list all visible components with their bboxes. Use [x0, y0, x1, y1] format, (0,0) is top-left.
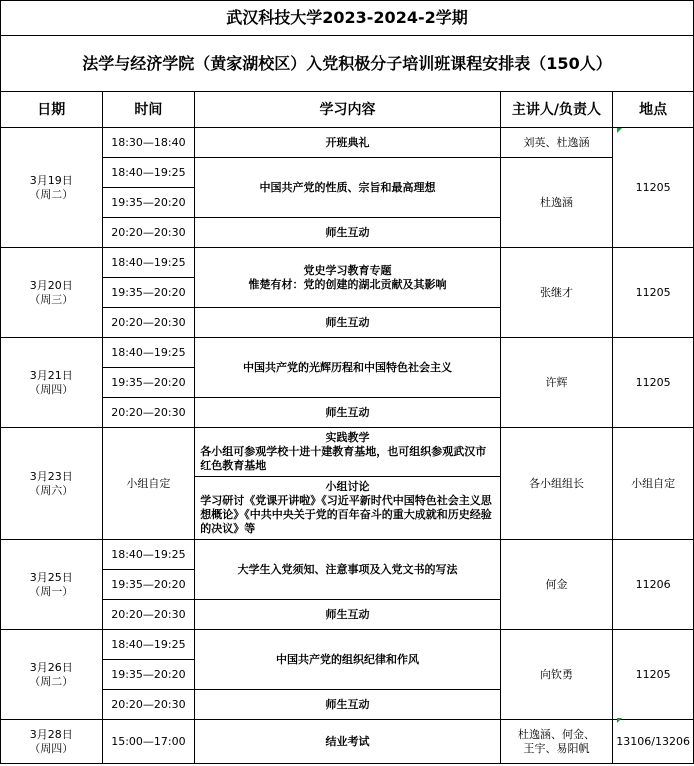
- lecturer-cell: 杜逸涵、何金、 王宇、易阳帆: [500, 720, 613, 764]
- location-cell: 11206: [613, 540, 694, 630]
- cell-comment-marker: [617, 718, 622, 723]
- lecturer-cell: 何金: [500, 540, 613, 630]
- lecturer-cell: 张继才: [500, 248, 613, 338]
- lecturer-cell: 许辉: [500, 338, 613, 428]
- time-cell: 20:20—20:30: [102, 600, 195, 630]
- time-cell: 18:40—19:25: [102, 158, 195, 188]
- date-cell: 3月19日 （周二）: [1, 128, 103, 248]
- content-cell: 结业考试: [195, 720, 500, 764]
- time-cell: 18:40—19:25: [102, 540, 195, 570]
- date-cell: 3月25日 （周一）: [1, 540, 103, 630]
- location-cell: 11205: [613, 128, 694, 248]
- page-title: 法学与经济学院（黄家湖校区）入党积极分子培训班课程安排表（150人）: [1, 36, 694, 92]
- time-cell: 19:35—20:20: [102, 188, 195, 218]
- date-cell: 3月23日 （周六）: [1, 428, 103, 540]
- group-discussion-cell: 小组讨论 学习研讨《党课开讲啦》《习近平新时代中国特色社会主义思想概论》《中共中央关于党的百年奋斗的重大成就和历史经验的决议》等: [195, 477, 500, 540]
- time-cell: 20:20—20:30: [102, 690, 195, 720]
- header-content: 学习内容: [195, 92, 500, 128]
- lecturer-cell: 各小组组长: [500, 428, 613, 540]
- lecturer-cell: 向钦勇: [500, 630, 613, 720]
- date-cell: 3月21日 （周四）: [1, 338, 103, 428]
- content-cell: 师生互动: [195, 690, 500, 720]
- time-cell: 20:20—20:30: [102, 218, 195, 248]
- time-cell: 19:35—20:20: [102, 570, 195, 600]
- time-cell: 19:35—20:20: [102, 278, 195, 308]
- content-cell: 师生互动: [195, 398, 500, 428]
- date-cell: 3月20日 （周三）: [1, 248, 103, 338]
- time-cell: 15:00—17:00: [102, 720, 195, 764]
- lecturer-cell: 刘英、杜逸涵: [500, 128, 613, 158]
- time-cell: 18:30—18:40: [102, 128, 195, 158]
- school-term-title: 武汉科技大学2023-2024-2学期: [1, 1, 694, 36]
- content-cell: 师生互动: [195, 308, 500, 338]
- lecturer-cell: 杜逸涵: [500, 158, 613, 248]
- location-cell: 11205: [613, 248, 694, 338]
- header-location: 地点: [613, 92, 694, 128]
- content-cell: 师生互动: [195, 218, 500, 248]
- content-cell: 开班典礼: [195, 128, 500, 158]
- time-cell: 18:40—19:25: [102, 248, 195, 278]
- location-cell: 11205: [613, 338, 694, 428]
- location-cell: 11205: [613, 630, 694, 720]
- content-cell: 大学生入党须知、注意事项及入党文书的写法: [195, 540, 500, 600]
- time-cell: 18:40—19:25: [102, 338, 195, 368]
- date-cell: 3月26日 （周二）: [1, 630, 103, 720]
- cell-comment-marker: [617, 128, 622, 133]
- time-cell: 19:35—20:20: [102, 660, 195, 690]
- time-cell: 19:35—20:20: [102, 368, 195, 398]
- header-date: 日期: [1, 92, 103, 128]
- practice-teaching-cell: 实践教学 各小组可参观学校十进十建教育基地，也可组织参观武汉市红色教育基地: [195, 428, 500, 477]
- content-cell: 中国共产党的光辉历程和中国特色社会主义: [195, 338, 500, 398]
- time-cell: 20:20—20:30: [102, 308, 195, 338]
- time-cell: 20:20—20:30: [102, 398, 195, 428]
- content-cell: 中国共产党的性质、宗旨和最高理想: [195, 158, 500, 218]
- time-cell: 小组自定: [102, 428, 195, 540]
- content-cell: 中国共产党的组织纪律和作风: [195, 630, 500, 690]
- date-cell: 3月28日 （周四）: [1, 720, 103, 764]
- header-time: 时间: [102, 92, 195, 128]
- time-cell: 18:40—19:25: [102, 630, 195, 660]
- location-cell: 小组自定: [613, 428, 694, 540]
- header-lecturer: 主讲人/负责人: [500, 92, 613, 128]
- location-cell: 13106/13206: [613, 720, 694, 764]
- content-cell: 党史学习教育专题 惟楚有材：党的创建的湖北贡献及其影响: [195, 248, 500, 308]
- content-cell: 师生互动: [195, 600, 500, 630]
